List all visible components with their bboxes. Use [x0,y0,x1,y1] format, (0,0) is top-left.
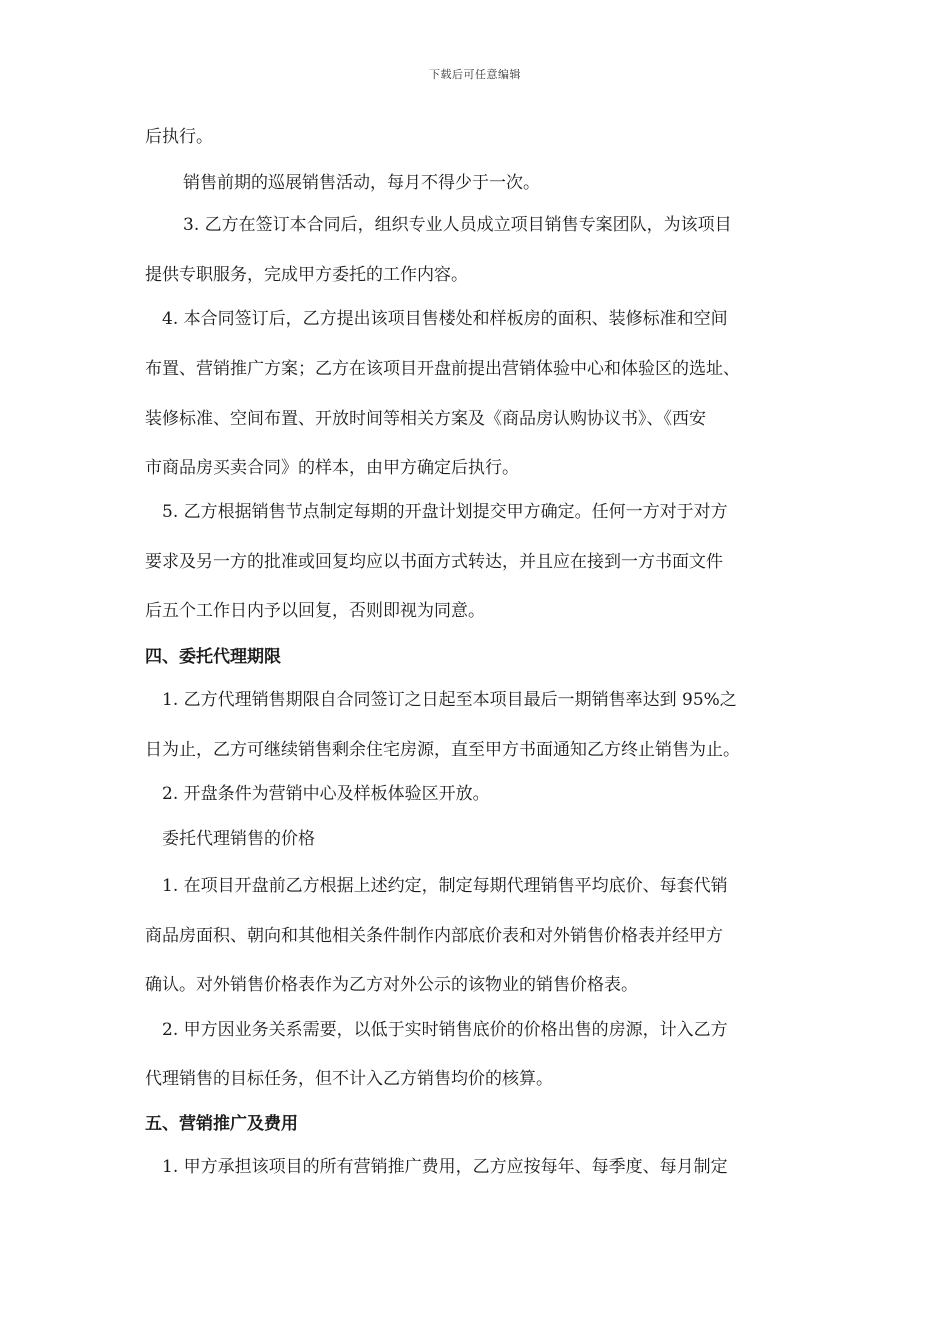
section-heading: 五、营销推广及费用 [145,1114,298,1134]
paragraph-line: 代理销售的目标任务，但不计入乙方销售均价的核算。 [145,1069,553,1089]
paragraph-line: 装修标准、空间布置、开放时间等相关方案及《商品房认购协议书》、《西安 [145,409,706,429]
paragraph-line: 1. 乙方代理销售期限自合同签订之日起至本项目最后一期销售率达到 95%之 [162,690,737,710]
section-heading: 四、委托代理期限 [145,647,281,667]
paragraph-line: 布置、营销推广方案；乙方在该项目开盘前提出营销体验中心和体验区的选址、 [145,359,740,379]
page-header: 下载后可任意编辑 [429,68,521,81]
paragraph-line: 4. 本合同签订后，乙方提出该项目售楼处和样板房的面积、装修标准和空间 [162,309,728,329]
paragraph-line: 提供专职服务，完成甲方委托的工作内容。 [145,265,468,285]
paragraph-line: 要求及另一方的批准或回复均应以书面方式转达，并且应在接到一方书面文件 [145,552,723,572]
paragraph-line: 确认。对外销售价格表作为乙方对外公示的该物业的销售价格表。 [145,975,638,995]
subsection-title: 委托代理销售的价格 [162,829,315,849]
paragraph-line: 销售前期的巡展销售活动，每月不得少于一次。 [183,173,540,193]
paragraph-line: 1. 甲方承担该项目的所有营销推广费用，乙方应按每年、每季度、每月制定 [162,1157,728,1177]
paragraph-line: 日为止，乙方可继续销售剩余住宅房源，直至甲方书面通知乙方终止销售为止。 [145,740,740,760]
paragraph-line: 后执行。 [145,127,213,147]
paragraph-line: 1. 在项目开盘前乙方根据上述约定，制定每期代理销售平均底价、每套代销 [162,876,728,896]
paragraph-line: 2. 甲方因业务关系需要，以低于实时销售底价的价格出售的房源，计入乙方 [162,1020,728,1040]
paragraph-line: 商品房面积、朝向和其他相关条件制作内部底价表和对外销售价格表并经甲方 [145,926,723,946]
paragraph-line: 市商品房买卖合同》的样本，由甲方确定后执行。 [145,458,519,478]
paragraph-line: 2. 开盘条件为营销中心及样板体验区开放。 [162,784,490,804]
paragraph-line: 5. 乙方根据销售节点制定每期的开盘计划提交甲方确定。任何一方对于对方 [162,502,728,522]
paragraph-line: 3. 乙方在签订本合同后，组织专业人员成立项目销售专案团队，为该项目 [183,215,732,235]
paragraph-line: 后五个工作日内予以回复，否则即视为同意。 [145,601,485,621]
